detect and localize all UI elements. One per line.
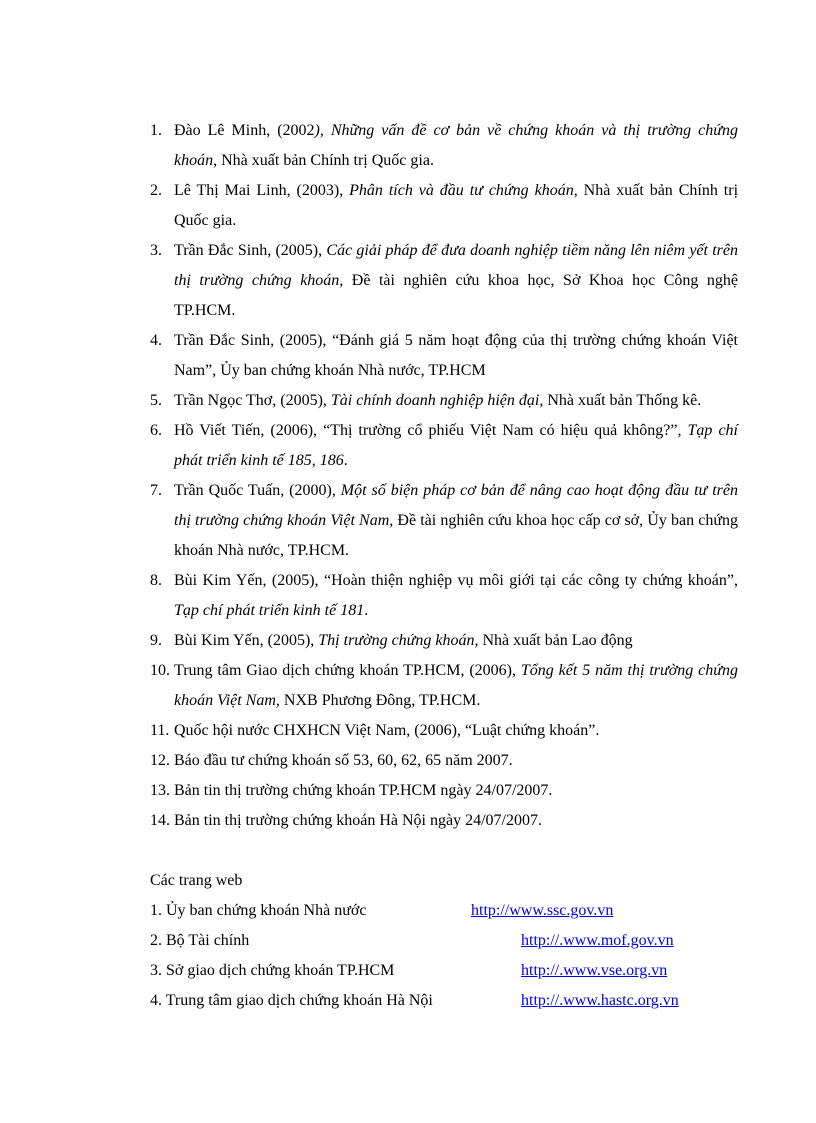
reference-text: Lê Thị Mai Linh, (2003), [174, 182, 350, 199]
reference-item [150, 386, 738, 416]
reference-item [150, 776, 738, 806]
website-link[interactable]: http://.www.hastc.org.vn [521, 992, 679, 1009]
reference-item [150, 416, 738, 476]
reference-item [150, 236, 738, 326]
reference-item [150, 116, 738, 176]
reference-title: ), Những vấn đề cơ bản về chứng khoán và thị trường chứng khoán, [174, 122, 738, 169]
reference-publisher: Đề tài nghiên cứu khoa học, Sở Khoa học Công nghệ TP.HCM. [174, 272, 738, 319]
websites-heading: Các trang web [150, 872, 243, 889]
website-label: 4. Trung tâm giao dịch chứng khoán Hà Nội [150, 992, 433, 1009]
reference-item [150, 566, 738, 626]
reference-title: Các giải pháp để đưa doanh nghiệp tiềm năng lên niêm yết trên thị trường chứng khoán, [174, 242, 738, 289]
reference-number: 9. [150, 632, 162, 649]
reference-item [150, 656, 738, 716]
reference-number: 5. [150, 392, 162, 409]
website-label: 1. Ủy ban chứng khoán Nhà nước [150, 902, 367, 919]
reference-item [150, 746, 738, 776]
reference-number: 14. [150, 812, 170, 829]
reference-number: 1. [150, 122, 162, 139]
reference-number: 6. [150, 422, 162, 439]
reference-number: 3. [150, 242, 162, 259]
reference-number: 13. [150, 782, 170, 799]
website-label: 2. Bộ Tài chính [150, 932, 250, 949]
reference-text: Trung tâm Giao dịch chứng khoán TP.HCM, (2006), [174, 662, 521, 679]
reference-title: Một số biện pháp cơ bản để nâng cao hoạt động đầu tư trên thị trường chứng khoán Việt Nam, [174, 482, 738, 529]
website-row [150, 896, 614, 926]
reference-publisher: Đề tài nghiên cứu khoa học cấp cơ sở, Ủy ban chứng khoán Nhà nước, TP.HCM. [174, 512, 738, 559]
reference-text: Bản tin thị trường chứng khoán TP.HCM ngày 24/07/2007. [174, 782, 553, 799]
reference-publisher: NXB Phương Đông, TP.HCM. [279, 692, 481, 709]
website-link[interactable]: http://www.ssc.gov.vn [471, 902, 614, 919]
reference-text: Bùi Kim Yến, (2005), [174, 632, 319, 649]
reference-number: 2. [150, 182, 162, 199]
website-row [150, 926, 674, 956]
reference-publisher: . [364, 602, 369, 619]
reference-title: Phân tích và đầu tư chứng khoán, [349, 182, 578, 199]
reference-text: Bản tin thị trường chứng khoán Hà Nội ngày 24/07/2007. [174, 812, 542, 829]
reference-title: Tạp chí phát triển kinh tế 185, 186 [174, 422, 738, 469]
reference-title: Tài chính doanh nghiệp hiện đại, [330, 392, 544, 409]
reference-text: Hồ Viết Tiến, (2006), “Thị trường cổ phiếu Việt Nam có hiệu quả không?”, [174, 422, 688, 439]
website-label: 3. Sở giao dịch chứng khoán TP.HCM [150, 962, 395, 979]
reference-text: Quốc hội nước CHXHCN Việt Nam, (2006), “Luật chứng khoán”. [174, 722, 600, 739]
reference-title: Thị trường chứng khoán, [318, 632, 479, 649]
reference-item [150, 716, 738, 746]
reference-publisher: Nhà xuất bản Lao động [478, 632, 633, 649]
reference-text: Bùi Kim Yến, (2005), “Hoàn thiện nghiệp vụ môi giới tại các công ty chứng khoán”, [174, 572, 738, 589]
website-link[interactable]: http://.www.vse.org.vn [521, 962, 668, 979]
reference-item [150, 176, 738, 236]
website-row [150, 986, 679, 1016]
reference-number: 8. [150, 572, 162, 589]
reference-item [150, 326, 738, 386]
reference-number: 11. [150, 722, 170, 739]
reference-text: Trần Đắc Sinh, (2005), “Đánh giá 5 năm hoạt động của thị trường chứng khoán Việt Nam”, Ủy ban chứng khoán Nhà nước, TP.HCM [174, 332, 738, 379]
reference-number: 12. [150, 752, 170, 769]
reference-item [150, 626, 738, 656]
reference-list [150, 116, 738, 836]
reference-publisher: Nhà xuất bản Chính trị Quốc gia. [217, 152, 434, 169]
reference-publisher: . [343, 452, 348, 469]
reference-item [150, 476, 738, 566]
reference-publisher: Nhà xuất bản Chính trị Quốc gia. [174, 182, 739, 229]
reference-text: Báo đầu tư chứng khoán số 53, 60, 62, 65 năm 2007. [174, 752, 513, 769]
reference-publisher: Nhà xuất bản Thống kê. [543, 392, 702, 409]
reference-number: 10. [150, 662, 170, 679]
reference-number: 7. [150, 482, 162, 499]
reference-text: Trần Quốc Tuấn, (2000), [174, 482, 341, 499]
reference-number: 4. [150, 332, 162, 349]
reference-text: Đào Lê Minh, (2002 [174, 122, 315, 139]
reference-text: Trần Ngọc Thơ, (2005), [174, 392, 331, 409]
reference-title: Tổng kết 5 năm thị trường chứng khoán Việt Nam, [174, 662, 738, 709]
website-link[interactable]: http://.www.mof.gov.vn [521, 932, 674, 949]
reference-item [150, 806, 738, 836]
website-row [150, 956, 668, 986]
reference-title: Tạp chí phát triển kinh tế 181 [174, 602, 365, 619]
reference-text: Trần Đắc Sinh, (2005), [174, 242, 327, 259]
